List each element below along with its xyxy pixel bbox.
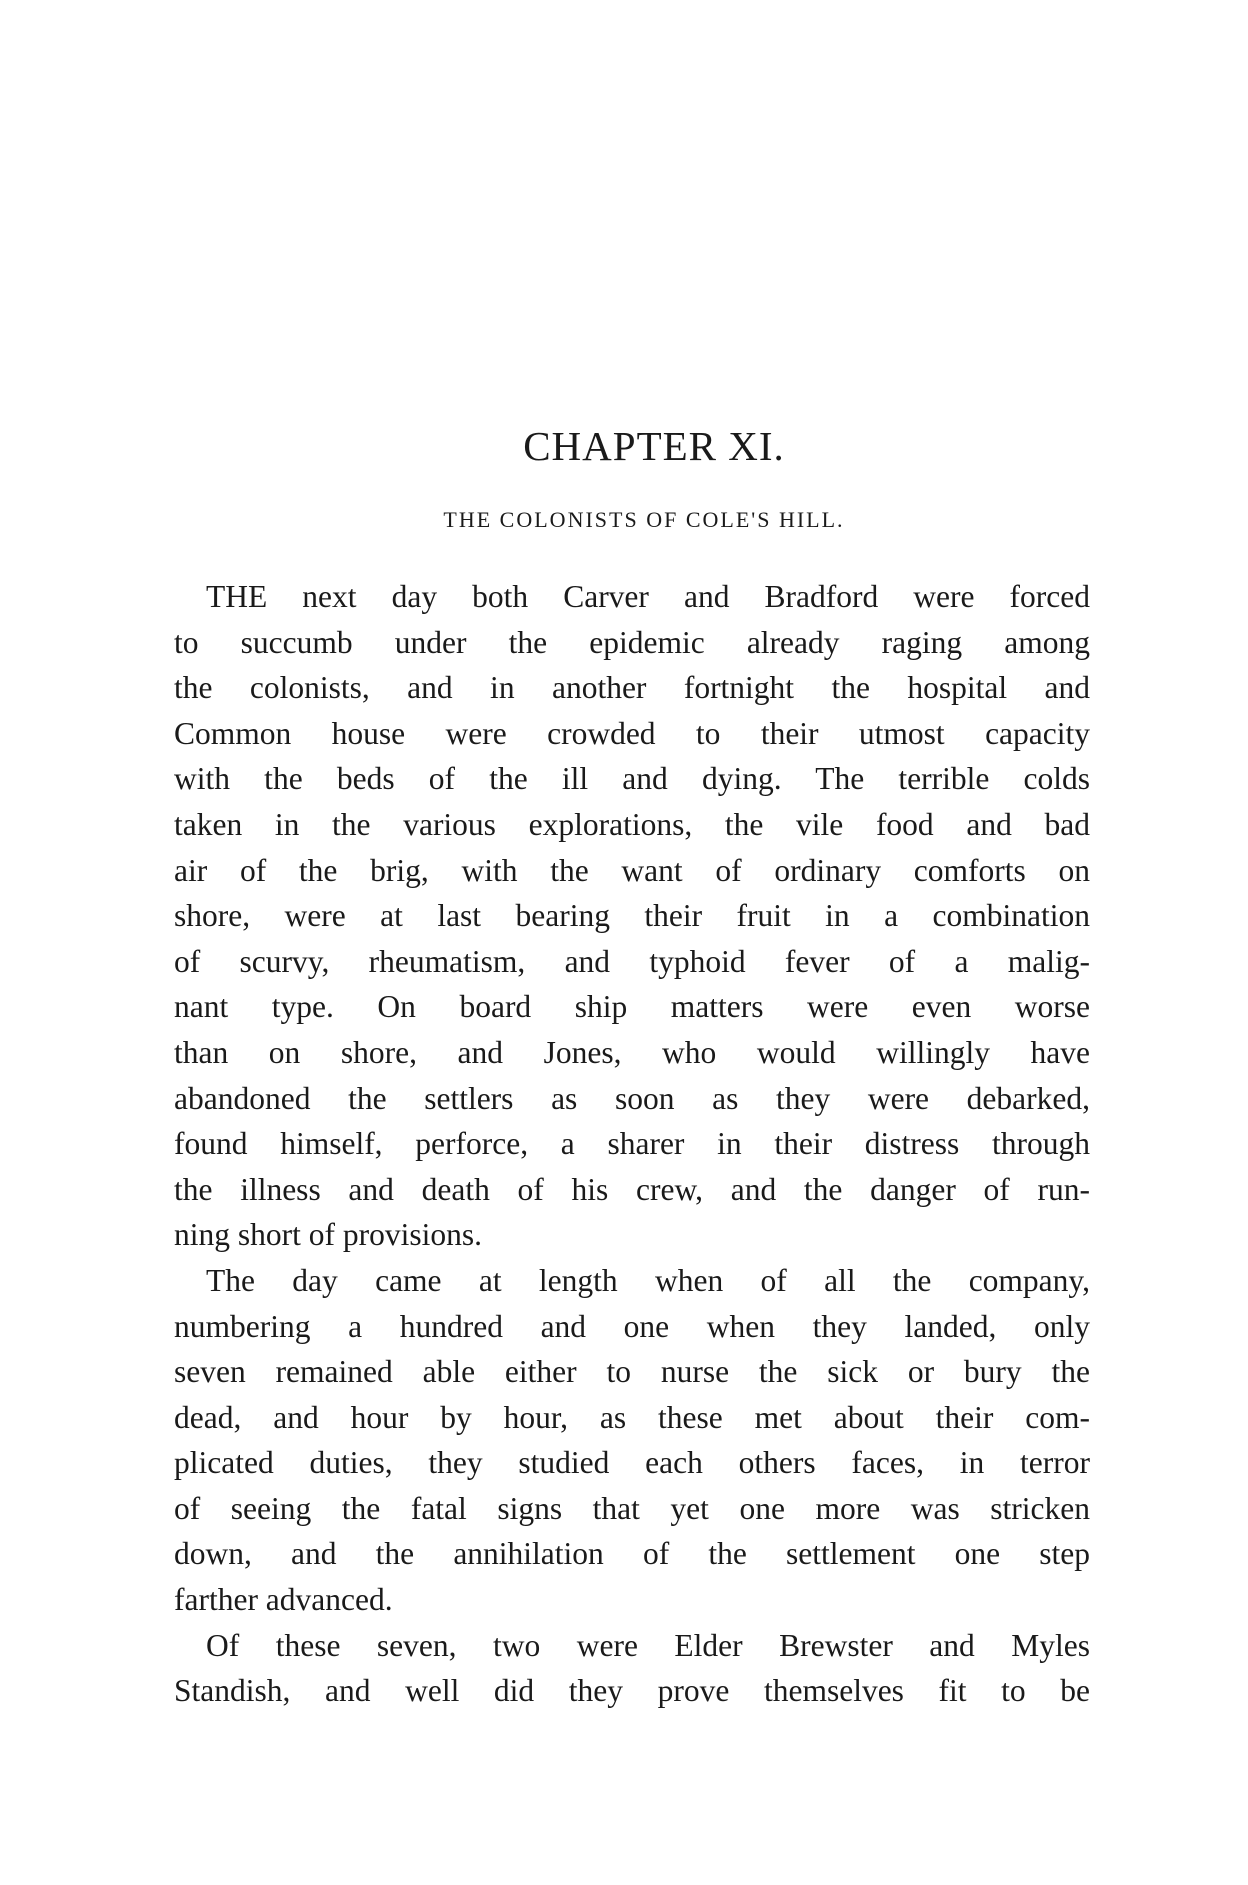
text-line: nant type. On board ship matters were even worse	[174, 989, 1090, 1025]
chapter-subtitle: THE COLONISTS OF COLE'S HILL.	[443, 507, 845, 532]
text-line: found himself, perforce, a sharer in their distress through	[174, 1126, 1090, 1162]
text-line: of scurvy, rheumatism, and typhoid fever of a malig-	[174, 943, 1090, 979]
text-line: the colonists, and in another fortnight the hospital and	[174, 670, 1090, 706]
text-line: taken in the various explorations, the vile food and bad	[174, 806, 1090, 842]
paragraph	[174, 574, 1090, 1258]
text-line: shore, were at last bearing their fruit in a combination	[174, 898, 1090, 934]
body-text	[174, 574, 1090, 1714]
text-line: air of the brig, with the want of ordinary comforts on	[174, 852, 1090, 888]
chapter-title: CHAPTER XI.	[523, 423, 785, 469]
paragraph	[174, 1258, 1090, 1623]
text-line: THE next day both Carver and Bradford were forced	[206, 579, 1090, 614]
text-line: down, and the annihilation of the settlement one step	[174, 1536, 1090, 1572]
text-line: ning short of provisions.	[174, 1217, 483, 1253]
text-line: with the beds of the ill and dying. The terrible colds	[174, 761, 1090, 797]
paragraph	[174, 1623, 1090, 1714]
text-line: the illness and death of his crew, and the danger of run-	[174, 1171, 1090, 1207]
text-line: than on shore, and Jones, who would willingly have	[174, 1034, 1090, 1070]
text-line: dead, and hour by hour, as these met about their com-	[174, 1399, 1090, 1435]
text-line: The day came at length when of all the company,	[206, 1262, 1090, 1298]
text-line: numbering a hundred and one when they landed, only	[174, 1308, 1090, 1344]
text-line: seven remained able either to nurse the sick or bury the	[174, 1354, 1090, 1390]
text-line: plicated duties, they studied each others faces, in terror	[174, 1445, 1090, 1481]
text-line: abandoned the settlers as soon as they were debarked,	[174, 1080, 1090, 1116]
text-line: farther advanced.	[174, 1582, 393, 1618]
text-line: Standish, and well did they prove themselves fit to be	[174, 1673, 1090, 1709]
text-line: Of these seven, two were Elder Brewster and Myles	[206, 1627, 1090, 1663]
text-line: of seeing the fatal signs that yet one more was stricken	[174, 1490, 1090, 1526]
text-line: Common house were crowded to their utmost capacity	[174, 715, 1090, 751]
text-line: to succumb under the epidemic already raging among	[174, 624, 1090, 660]
